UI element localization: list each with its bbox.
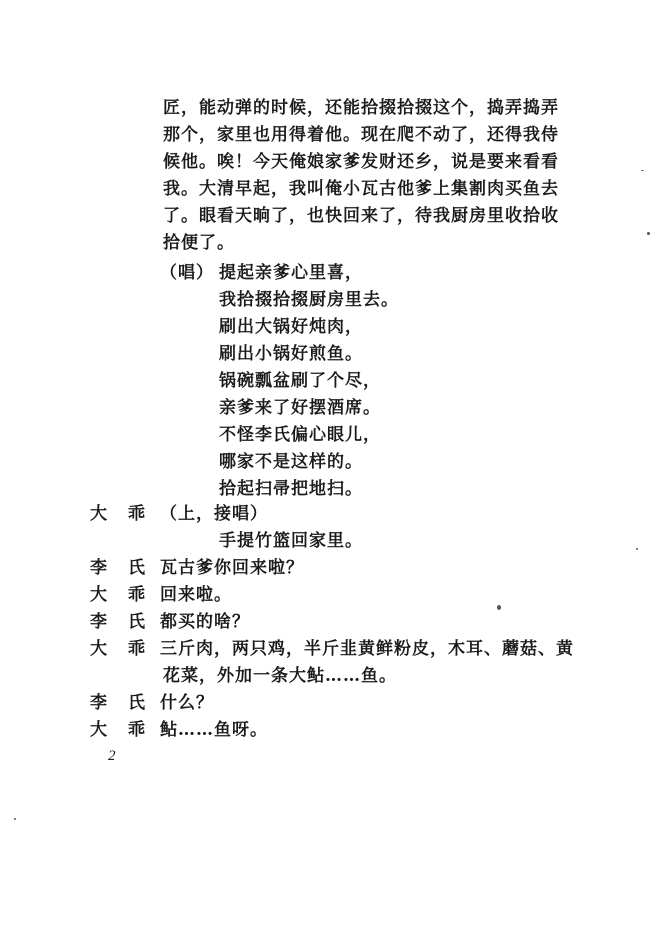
speaker-name: [90, 557, 145, 579]
dialogue-text: 什么？: [160, 693, 214, 713]
speaker-name: [90, 638, 145, 660]
narrative-line: 了。眼看天晌了，也快回来了，待我厨房里收拾收: [163, 206, 559, 226]
speaker-name: [90, 719, 145, 741]
song-line: 刷出小锅好煎鱼。: [219, 344, 363, 364]
scan-speck: [641, 170, 644, 171]
speaker-char: 大: [90, 585, 107, 605]
song-tag: （唱）: [160, 263, 214, 283]
speaker-char: 氏: [128, 693, 145, 713]
dialogue-text: （上，接唱）: [160, 504, 268, 524]
song-line: 提起亲爹心里喜，: [219, 263, 363, 283]
song-line: 刷出大锅好炖肉，: [219, 317, 363, 337]
speaker-char: 大: [90, 720, 107, 740]
speaker-name: [90, 503, 145, 525]
speaker-char: 乖: [128, 639, 145, 659]
scan-speck: [14, 818, 16, 820]
dialogue-text: 花菜，外加一条大鲇……鱼。: [163, 666, 397, 686]
speaker-char: 李: [90, 693, 107, 713]
narrative-line: 匠，能动弹的时候，还能拾掇拾掇这个，捣弄捣弄: [163, 98, 559, 118]
dialogue-text: 回来啦。: [160, 585, 232, 605]
song-line: 不怪李氏偏心眼儿，: [219, 425, 381, 445]
song-line: 哪家不是这样的。: [219, 452, 363, 472]
speaker-name: [90, 692, 145, 714]
speaker-char: 氏: [128, 612, 145, 632]
dialogue-text: 瓦古爹你回来啦？: [160, 558, 304, 578]
speaker-char: 乖: [128, 585, 145, 605]
scan-speck: [647, 232, 650, 235]
speaker-char: 李: [90, 612, 107, 632]
song-line: 我拾掇拾掇厨房里去。: [219, 290, 399, 310]
dialogue-text: 手提竹篮回家里。: [219, 531, 363, 551]
song-line: 锅碗瓢盆刷了个尽，: [219, 371, 381, 391]
dialogue-text: 三斤肉，两只鸡，半斤韭黄鲜粉皮，木耳、蘑菇、黄: [160, 639, 574, 659]
scan-speck: [636, 548, 638, 550]
speaker-char: 乖: [128, 720, 145, 740]
speaker-char: 氏: [128, 558, 145, 578]
speaker-name: [90, 584, 145, 606]
song-line: 拾起扫帚把地扫。: [219, 479, 363, 499]
scan-speck: [497, 605, 501, 610]
dialogue-text: 都买的啥？: [160, 612, 250, 632]
narrative-line: 拾便了。: [163, 233, 235, 253]
speaker-char: 乖: [128, 504, 145, 524]
dialogue-text: 鲇……鱼呀。: [160, 720, 268, 740]
page-number: 2: [108, 748, 116, 764]
narrative-line: 我。大清早起，我叫俺小瓦古他爹上集割肉买鱼去: [163, 179, 559, 199]
narrative-line: 候他。唉！今天俺娘家爹发财还乡，说是要来看看: [163, 152, 559, 172]
song-line: 亲爹来了好摆酒席。: [219, 398, 381, 418]
speaker-char: 大: [90, 504, 107, 524]
narrative-line: 那个，家里也用得着他。现在爬不动了，还得我侍: [163, 125, 559, 145]
speaker-char: 李: [90, 558, 107, 578]
speaker-name: [90, 611, 145, 633]
speaker-char: 大: [90, 639, 107, 659]
